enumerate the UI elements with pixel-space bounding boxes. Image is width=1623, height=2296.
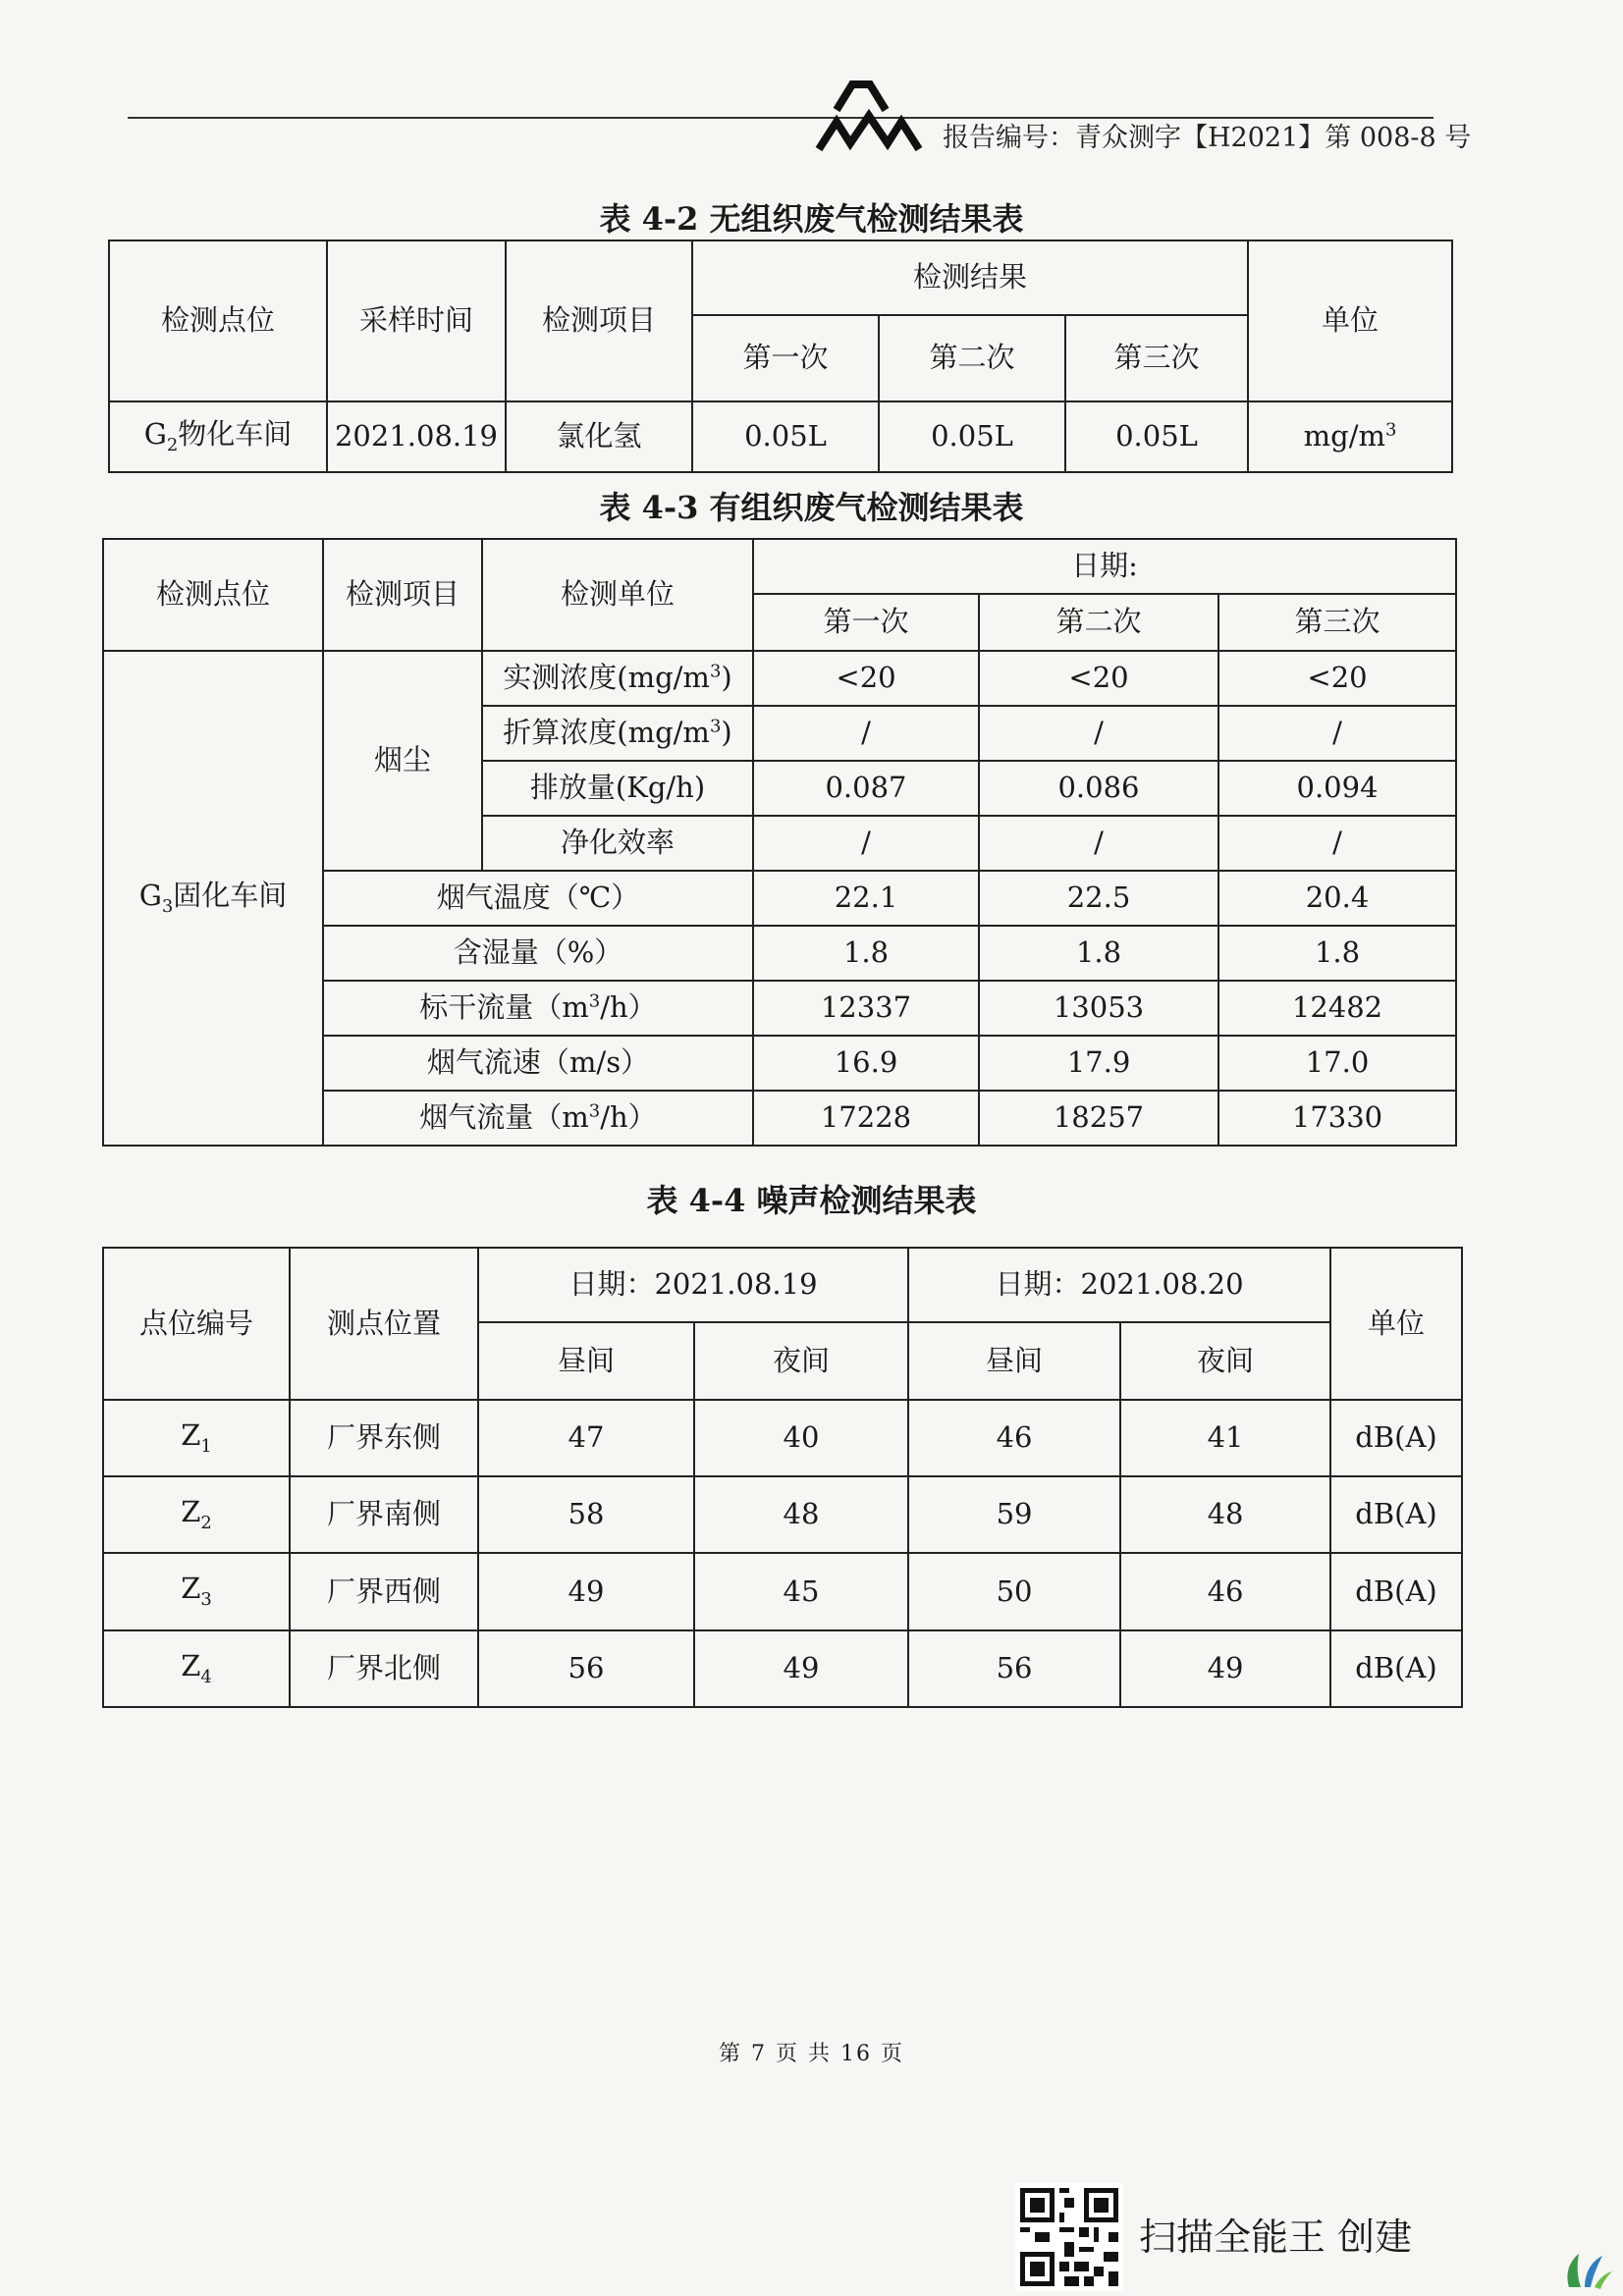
location-cell: 厂界西侧: [290, 1553, 478, 1629]
value-cell: 17.9: [979, 1036, 1218, 1091]
table-row: [103, 1476, 1462, 1553]
code-sub: 4: [200, 1666, 212, 1687]
table-row: [109, 401, 1452, 472]
label-text: 折算浓度(mg/m: [503, 716, 710, 750]
value-cell: 47: [478, 1400, 694, 1476]
label-text: 含湿量（%）: [453, 935, 623, 970]
value-cell: /: [1218, 706, 1456, 761]
header-cell: 昼间: [478, 1322, 694, 1399]
table-row: [103, 1553, 1462, 1629]
company-logo-icon: [815, 80, 923, 153]
table-4-4-body: [103, 1400, 1462, 1707]
value-cell: 56: [478, 1630, 694, 1707]
report-number: 报告编号：青众测字【H2021】第 008-8 号: [943, 123, 1472, 153]
table-4-2: [108, 240, 1453, 473]
code-letter: Z: [181, 1648, 201, 1682]
label-sup: 3: [588, 1100, 601, 1122]
label-text: 烟气温度（℃）: [436, 881, 640, 915]
parameter-cell: [482, 651, 753, 706]
unit-cell: dB(A): [1330, 1553, 1462, 1629]
table-4-2-caption: 表 4-2 无组织废气检测结果表: [599, 200, 1024, 238]
table-4-4-caption: 表 4-4 噪声检测结果表: [646, 1182, 977, 1219]
location-cell: 厂界东侧: [290, 1400, 478, 1476]
value-cell: 13053: [979, 981, 1218, 1036]
value-cell: 49: [694, 1630, 908, 1707]
location-cell: 厂界北侧: [290, 1630, 478, 1707]
value-cell: 12482: [1218, 981, 1456, 1036]
header-cell: 单位: [1330, 1248, 1462, 1400]
label-sup: 3: [709, 716, 722, 737]
label-text: 烟气流速（m/s）: [426, 1045, 650, 1080]
point-letter: G: [138, 878, 162, 912]
value-cell: <20: [753, 651, 979, 706]
label-text: 实测浓度(mg/m: [503, 661, 710, 695]
header-cell: 检测项目: [323, 539, 482, 651]
value-cell: /: [753, 706, 979, 761]
value-cell: 17228: [753, 1091, 979, 1146]
header-cell: 检测单位: [482, 539, 753, 651]
header-cell: 第一次: [753, 594, 979, 651]
header-cell: 点位编号: [103, 1248, 290, 1400]
unit-cell: dB(A): [1330, 1476, 1462, 1553]
label-sup: 3: [709, 661, 722, 682]
item-cell: 氯化氢: [506, 401, 692, 472]
code-sub: 1: [200, 1435, 212, 1457]
value-cell: 1.8: [753, 926, 979, 981]
header-cell: 夜间: [1120, 1322, 1330, 1399]
code-sub: 2: [200, 1512, 212, 1533]
watermark-text: 扫描全能王 创建: [1139, 2216, 1413, 2259]
table-4-3-caption: 表 4-3 有组织废气检测结果表: [599, 489, 1024, 526]
unit-base: mg/m: [1303, 419, 1385, 454]
label-text: 排放量(Kg/h): [529, 771, 706, 805]
header-cell: 日期：2021.08.19: [478, 1248, 908, 1322]
value-cell: 1.8: [979, 926, 1218, 981]
code-letter: Z: [181, 1494, 201, 1528]
value-cell: 48: [1120, 1476, 1330, 1553]
value-cell: /: [979, 816, 1218, 871]
value-cell: 17.0: [1218, 1036, 1456, 1091]
value-cell: 46: [1120, 1553, 1330, 1629]
value-cell: 17330: [1218, 1091, 1456, 1146]
item-cell: 烟尘: [323, 651, 482, 871]
label-tail: /h）: [600, 1100, 657, 1135]
code-cell: [103, 1630, 290, 1707]
point-name: 固化车间: [173, 878, 288, 912]
header-cell: 检测项目: [506, 240, 692, 401]
header-cell: 日期:: [753, 539, 1456, 594]
value-cell: 59: [908, 1476, 1120, 1553]
point-sub: 3: [161, 895, 174, 917]
unit-cell: [1248, 401, 1452, 472]
table-row: [103, 1630, 1462, 1707]
header-cell: 采样时间: [327, 240, 506, 401]
code-cell: [103, 1553, 290, 1629]
point-letter: G: [143, 416, 167, 451]
header-cell: 第三次: [1065, 315, 1248, 401]
value-cell: /: [753, 816, 979, 871]
code-cell: [103, 1400, 290, 1476]
unit-cell: dB(A): [1330, 1630, 1462, 1707]
value-cell: 56: [908, 1630, 1120, 1707]
code-sub: 3: [200, 1589, 212, 1611]
value-cell: 49: [478, 1553, 694, 1629]
header-cell: 检测点位: [103, 539, 323, 651]
header-cell: 检测结果: [692, 240, 1248, 315]
label-sup: 3: [588, 990, 601, 1012]
value-cell: 12337: [753, 981, 979, 1036]
table-4-4: [102, 1247, 1463, 1708]
value-cell: 0.094: [1218, 761, 1456, 816]
code-letter: Z: [181, 1417, 201, 1452]
label-tail: /h）: [600, 990, 657, 1025]
header-cell: 昼间: [908, 1322, 1120, 1399]
value-cell: 18257: [979, 1091, 1218, 1146]
camscanner-leaf-icon: [1559, 2248, 1614, 2291]
value-cell: 48: [694, 1476, 908, 1553]
code-cell: [103, 1476, 290, 1553]
table-4-3: [102, 538, 1457, 1147]
location-cell: 厂界南侧: [290, 1476, 478, 1553]
parameter-cell: [323, 981, 753, 1036]
header-cell: 第三次: [1218, 594, 1456, 651]
page-number: 第 7 页 共 16 页: [719, 2042, 904, 2066]
value-cell: 0.086: [979, 761, 1218, 816]
header-cell: 第二次: [879, 315, 1065, 401]
unit-sup: 3: [1384, 419, 1397, 441]
table-row: [103, 651, 1456, 706]
value-cell: 41: [1120, 1400, 1330, 1476]
value-cell: /: [1218, 816, 1456, 871]
code-letter: Z: [181, 1572, 201, 1606]
parameter-cell: [323, 871, 753, 926]
value-cell: 16.9: [753, 1036, 979, 1091]
label-tail: ): [721, 716, 732, 750]
parameter-cell: [482, 816, 753, 871]
header-cell: 日期：2021.08.20: [908, 1248, 1330, 1322]
header-cell: 夜间: [694, 1322, 908, 1399]
parameter-cell: [323, 1036, 753, 1091]
page-header: [128, 80, 1472, 159]
label-tail: ): [721, 661, 732, 695]
value-cell: 22.1: [753, 871, 979, 926]
parameter-cell: [482, 761, 753, 816]
value-cell: 45: [694, 1553, 908, 1629]
label-text: 净化效率: [560, 826, 675, 860]
value-cell: <20: [979, 651, 1218, 706]
unit-cell: dB(A): [1330, 1400, 1462, 1476]
parameter-cell: [323, 926, 753, 981]
label-text: 标干流量（m: [419, 990, 589, 1025]
value-cell: 0.05L: [1065, 401, 1248, 472]
value-cell: /: [979, 706, 1218, 761]
point-sub: 2: [166, 434, 179, 455]
parameter-cell: [323, 1091, 753, 1146]
point-name: 物化车间: [178, 416, 293, 451]
header-cell: 第二次: [979, 594, 1218, 651]
value-cell: 22.5: [979, 871, 1218, 926]
qr-code-icon: [1015, 2183, 1123, 2291]
value-cell: 0.087: [753, 761, 979, 816]
parameter-cell: [482, 706, 753, 761]
value-cell: 58: [478, 1476, 694, 1553]
value-cell: 20.4: [1218, 871, 1456, 926]
header-cell: 检测点位: [109, 240, 327, 401]
header-cell: 第一次: [692, 315, 879, 401]
value-cell: <20: [1218, 651, 1456, 706]
value-cell: 0.05L: [879, 401, 1065, 472]
time-cell: 2021.08.19: [327, 401, 506, 472]
value-cell: 1.8: [1218, 926, 1456, 981]
point-cell: [109, 401, 327, 472]
value-cell: 49: [1120, 1630, 1330, 1707]
table-4-3-body: [103, 651, 1456, 1146]
value-cell: 50: [908, 1553, 1120, 1629]
header-cell: 测点位置: [290, 1248, 478, 1400]
label-text: 烟气流量（m: [419, 1100, 589, 1135]
header-cell: 单位: [1248, 240, 1452, 401]
value-cell: 46: [908, 1400, 1120, 1476]
value-cell: 40: [694, 1400, 908, 1476]
table-row: [103, 1400, 1462, 1476]
point-cell: [103, 651, 323, 1146]
value-cell: 0.05L: [692, 401, 879, 472]
